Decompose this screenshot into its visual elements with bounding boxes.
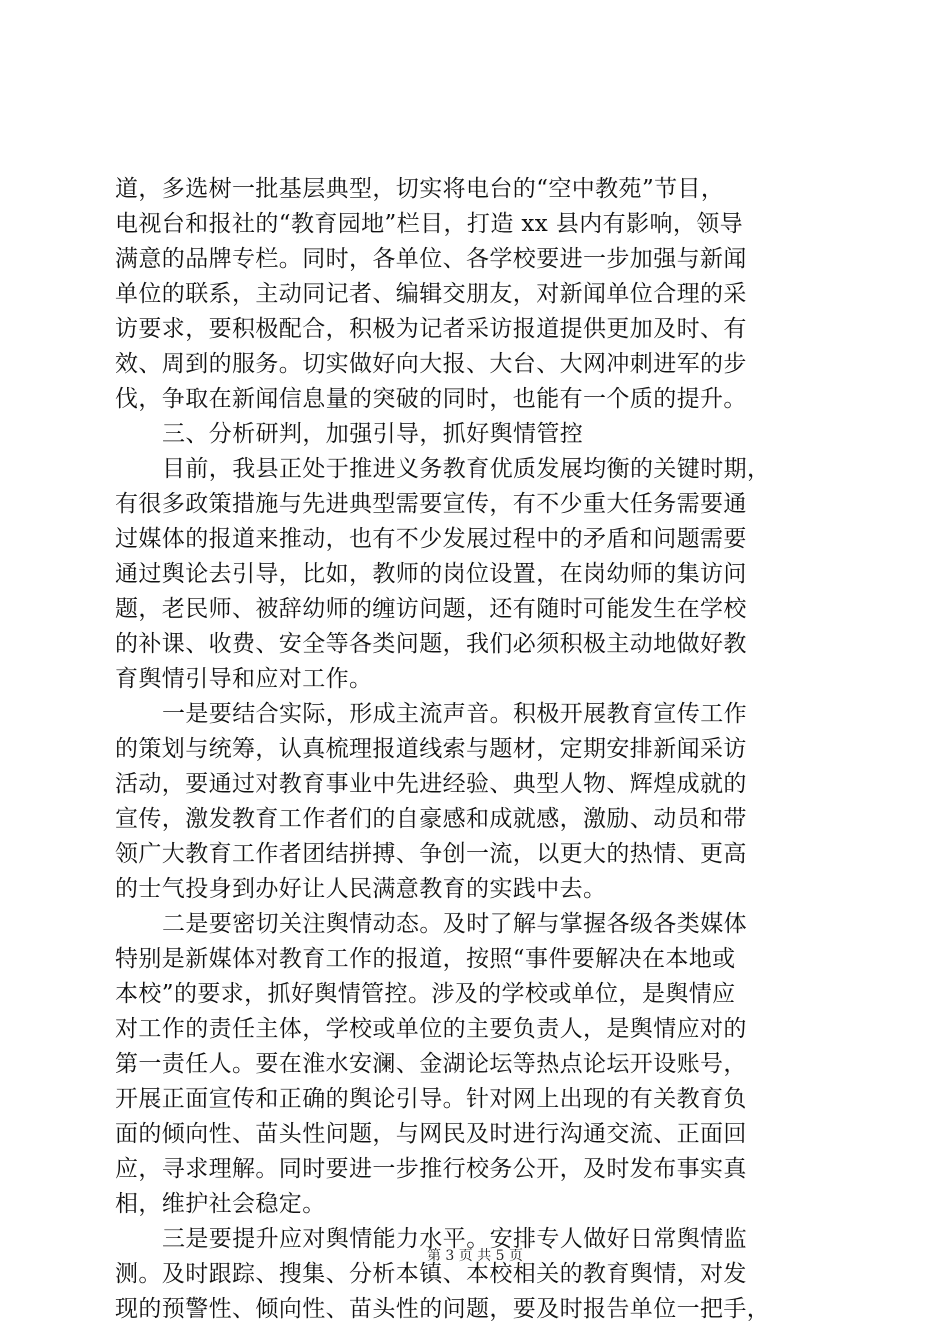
text-line: 目前，我县正处于推进义务教育优质发展均衡的关键时期， bbox=[162, 456, 771, 482]
text-line: 题，老民师、被辞幼师的缠访问题，还有随时可能发生在学校 bbox=[115, 596, 747, 622]
text-line: 道，多选树一批基层典型，切实将电台的“空中教苑”节目， bbox=[115, 176, 725, 202]
text-line: 第一责任人。要在淮水安澜、金湖论坛等热点论坛开设账号， bbox=[115, 1051, 747, 1077]
text-line: 有很多政策措施与先进典型需要宣传，有不少重大任务需要通 bbox=[115, 491, 747, 517]
text-line: 访要求，要积极配合，积极为记者采访报道提供更加及时、有 bbox=[115, 316, 747, 342]
text-line: 活动，要通过对教育事业中先进经验、典型人物、辉煌成就的 bbox=[115, 771, 747, 797]
text-line: 面的倾向性、苗头性问题，与网民及时进行沟通交流、正面回 bbox=[115, 1121, 747, 1147]
text-line: 效、周到的服务。切实做好向大报、大台、大网冲刺进军的步 bbox=[115, 351, 747, 377]
text-line: 对工作的责任主体，学校或单位的主要负责人，是舆情应对的 bbox=[115, 1016, 747, 1042]
text-line: 二是要密切关注舆情动态。及时了解与掌握各级各类媒体 bbox=[162, 911, 747, 937]
text-line: 开展正面宣传和正确的舆论引导。针对网上出现的有关教育负 bbox=[115, 1086, 747, 1112]
text-line: 三是要提升应对舆情能力水平。安排专人做好日常舆情监 bbox=[162, 1226, 747, 1252]
text-line: 宣传，激发教育工作者们的自豪感和成就感，激励、动员和带 bbox=[115, 806, 747, 832]
text-line: 特别是新媒体对教育工作的报道，按照“事件要解决在本地或 bbox=[115, 946, 736, 972]
text-line: 过媒体的报道来推动，也有不少发展过程中的矛盾和问题需要 bbox=[115, 526, 747, 552]
text-line: 相，维护社会稳定。 bbox=[115, 1191, 326, 1217]
text-line: 育舆情引导和应对工作。 bbox=[115, 666, 373, 692]
text-line: 通过舆论去引导，比如，教师的岗位设置，在岗幼师的集访问 bbox=[115, 561, 747, 587]
page-footer: 第 3 页 共 5 页 bbox=[426, 1248, 524, 1264]
text-line: 本校”的要求，抓好舆情管控。涉及的学校或单位，是舆情应 bbox=[115, 981, 736, 1007]
text-line: 的士气投身到办好让人民满意教育的实践中去。 bbox=[115, 876, 607, 902]
text-line: 应，寻求理解。同时要进一步推行校务公开，及时发布事实真 bbox=[115, 1156, 747, 1182]
text-line: 现的预警性、倾向性、苗头性的问题，要及时报告单位一把手， bbox=[115, 1296, 771, 1322]
text-line: 的策划与统筹，认真梳理报道线索与题材，定期安排新闻采访 bbox=[115, 736, 747, 762]
text-line: 单位的联系，主动同记者、编辑交朋友，对新闻单位合理的采 bbox=[115, 281, 747, 307]
text-line: 一是要结合实际，形成主流声音。积极开展教育宣传工作 bbox=[162, 701, 747, 727]
document-body bbox=[115, 172, 837, 1327]
text-line: 领广大教育工作者团结拼搏、争创一流，以更大的热情、更高 bbox=[115, 841, 747, 867]
text-line: 伐，争取在新闻信息量的突破的同时，也能有一个质的提升。 bbox=[115, 386, 747, 412]
text-line: 的补课、收费、安全等各类问题，我们必须积极主动地做好教 bbox=[115, 631, 747, 657]
text-line: 满意的品牌专栏。同时，各单位、各学校要进一步加强与新闻 bbox=[115, 246, 747, 272]
text-line: 电视台和报社的“教育园地”栏目，打造 xx 县内有影响，领导 bbox=[115, 211, 744, 237]
text-line: 测。及时跟踪、搜集、分析本镇、本校相关的教育舆情，对发 bbox=[115, 1261, 747, 1287]
text-line: 三、分析研判，加强引导，抓好舆情管控 bbox=[162, 421, 584, 447]
